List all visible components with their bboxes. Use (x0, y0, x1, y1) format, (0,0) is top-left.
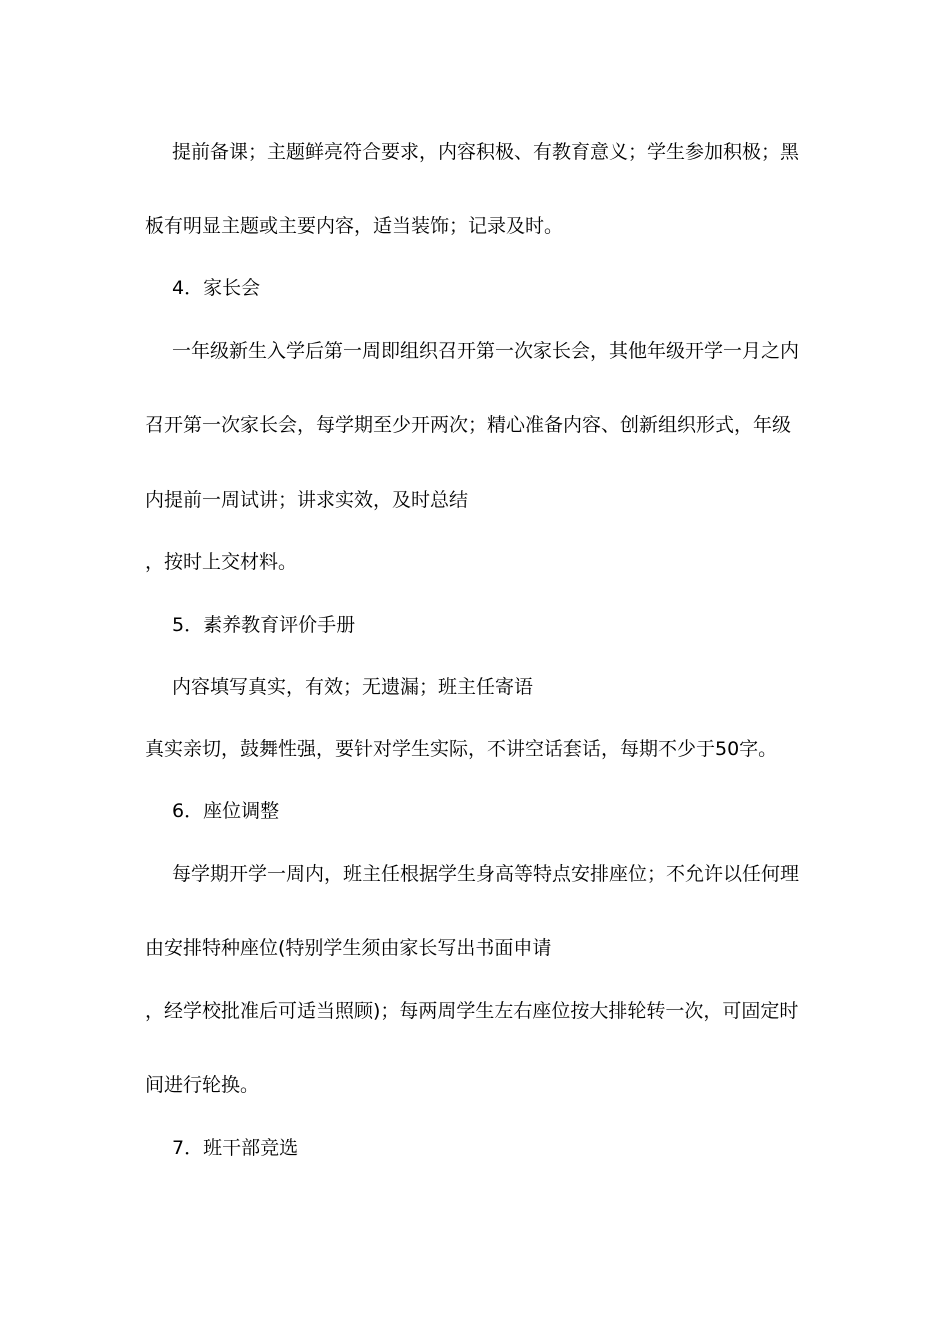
section-heading: 7．班干部竞选 (172, 1137, 299, 1159)
paragraph-line: 内容填写真实，有效；无遗漏；班主任寄语 (172, 676, 534, 698)
paragraph-line: 真实亲切，鼓舞性强，要针对学生实际，不讲空话套话，每期不少于50字。 (145, 738, 778, 760)
paragraph-line: 一年级新生入学后第一周即组织召开第一次家长会，其他年级开学一月之内 (172, 340, 800, 362)
paragraph-line: 提前备课；主题鲜亮符合要求，内容积极、有教育意义；学生参加积极；黑 (172, 141, 800, 163)
paragraph-line: 召开第一次家长会，每学期至少开两次；精心准备内容、创新组织形式，年级 (145, 414, 792, 436)
section-heading: 6．座位调整 (172, 800, 280, 822)
paragraph-line: 每学期开学一周内，班主任根据学生身高等特点安排座位；不允许以任何理 (172, 863, 800, 885)
paragraph-line: 间进行轮换。 (145, 1074, 260, 1096)
paragraph-line: ，经学校批准后可适当照顾)；每两周学生左右座位按大排轮转一次，可固定时 (145, 1000, 799, 1022)
section-heading: 4．家长会 (172, 277, 261, 299)
paragraph-line: 板有明显主题或主要内容，适当装饰；记录及时。 (145, 215, 564, 237)
paragraph-line: 内提前一周试讲；讲求实效，及时总结 (145, 489, 469, 511)
paragraph-line: 由安排特种座位(特别学生须由家长写出书面申请 (145, 937, 552, 959)
paragraph-line: ，按时上交材料。 (145, 551, 298, 573)
section-heading: 5．素养教育评价手册 (172, 614, 356, 636)
